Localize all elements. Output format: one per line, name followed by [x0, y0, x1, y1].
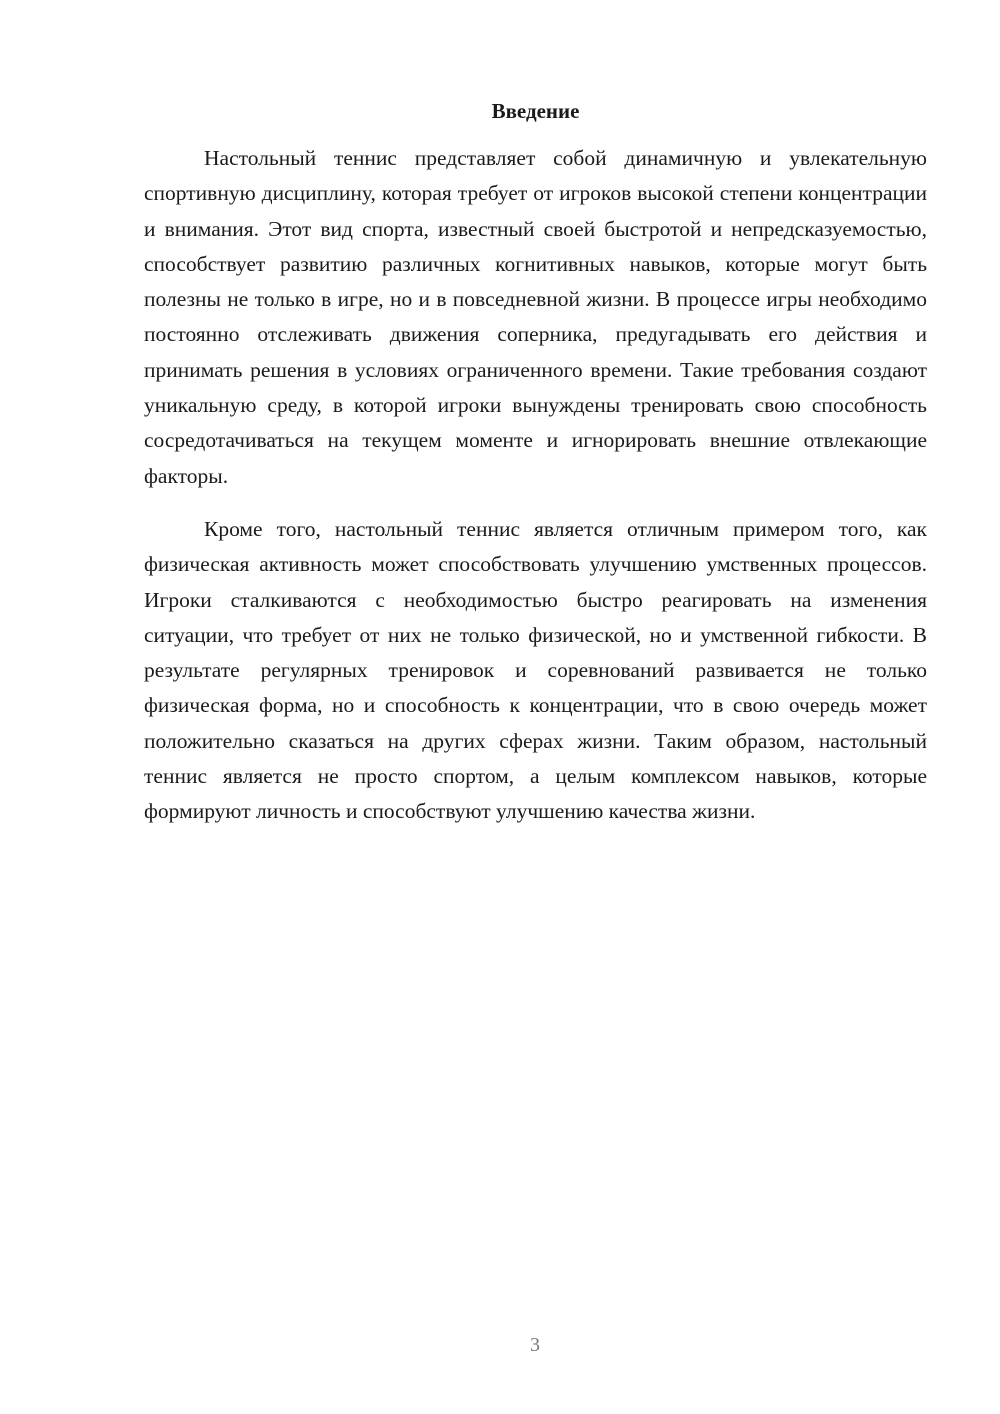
- section-title: Введение: [491, 99, 580, 123]
- body-text: [144, 141, 927, 830]
- paragraph-1: Настольный теннис представляет собой динамичную и увлекательную спортивную дисциплину, которая требует от игроков высокой степени концентрации и внимания. Этот вид спорта, известный своей быстротой и непредсказуемостью, способствует развитию различных когнитивных навыков, которые могут быть полезны не только в игре, но и в повседневной жизни. В процессе игры необходимо постоянно отслеживать движения соперника, предугадывать его действия и принимать решения в условиях ограниченного времени. Такие требования создают уникальную среду, в которой игроки вынуждены тренировать свою способность сосредотачиваться на текущем моменте и игнорировать внешние отвлекающие факторы.: [144, 146, 927, 488]
- paragraph-2: Кроме того, настольный теннис является отличным примером того, как физическая активность может способствовать улучшению умственных процессов. Игроки сталкиваются с необходимостью быстро реагировать на изменения ситуации, что требует от них не только физической, но и умственной гибкости. В результате регулярных тренировок и соревнований развивается не только физическая форма, но и способность к концентрации, что в свою очередь может положительно сказаться на других сферах жизни. Таким образом, настольный теннис является не просто спортом, а целым комплексом навыков, которые формируют личность и способствуют улучшению качества жизни.: [144, 516, 927, 824]
- page-number: 3: [530, 1334, 540, 1356]
